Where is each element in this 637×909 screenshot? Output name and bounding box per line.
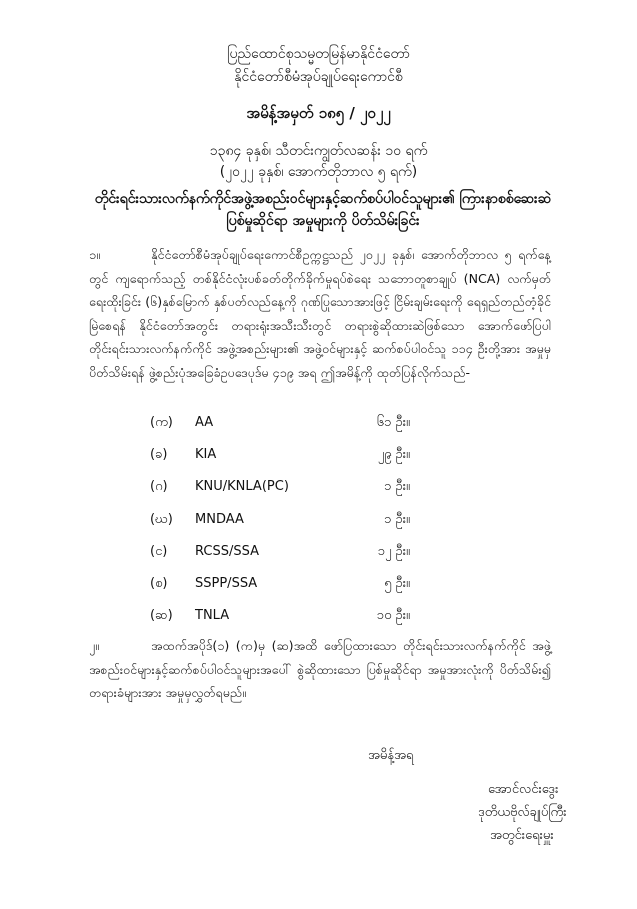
council-name: နိုင်ငံတော်စီမံအုပ်ချုပ်ရေးကောင်စီ [234, 69, 403, 85]
list-item-group: RCSS/SSA [195, 543, 259, 559]
list-item-label: (င) [150, 543, 168, 559]
list-item-group: TNLA [195, 608, 230, 624]
list-item-group: AA [195, 415, 214, 430]
list-item-count: ၁ ဦး။ [384, 479, 410, 495]
signatory-rank: ဒုတိယဗိုလ်ချုပ်ကြီး [478, 805, 567, 820]
list-item-label: (စ) [150, 575, 168, 591]
list-item [150, 574, 410, 606]
list-item-label: (ဂ) [150, 479, 168, 495]
list-item-group: KIA [195, 447, 217, 463]
list-item-count: ၅ ဦး။ [384, 575, 410, 591]
list-item-label: (က) [150, 415, 173, 430]
myanmar-date: ၁၃၈၄ ခုနှစ်၊ သီတင်းကျွတ်လဆန်း ၁၀ ရက် [209, 143, 428, 159]
list-item-count: ၁၀ ဦး။ [376, 608, 410, 624]
list-item-count: ၁၂ ဦး။ [377, 543, 410, 559]
signatory-name: အောင်လင်းဒွေး [488, 782, 559, 797]
list-item-group: SSPP/SSA [195, 575, 258, 591]
armed-groups-list [150, 413, 410, 638]
list-item-label: (ခ) [150, 447, 168, 463]
paragraph-1-number: ၁။ [89, 247, 100, 262]
paragraph-1 [89, 243, 551, 384]
list-item [150, 542, 410, 574]
list-item-count: ၆၁ ဦး။ [376, 415, 410, 430]
list-item-count: ၂၉ ဦး။ [377, 447, 410, 463]
paragraph-2 [89, 634, 551, 705]
list-item-group: KNU/KNLA(PC) [195, 479, 289, 495]
order-number: အမိန့်အမှတ် ၁၈၅ / ၂၀၂၂ [246, 104, 391, 122]
subject-heading: တိုင်းရင်းသားလက်နက်ကိုင်အဖွဲ့အစည်းဝင်များနှင့်ဆက်စပ်ပါဝင်သူများ၏ ကြားနာစစ်ဆေးဆဲ ပြစ်မှုဆိုင်ရာ အမှုများကို ပိတ်သိမ်းခြင်း [94, 191, 552, 229]
list-item-count: ၁ ဦး။ [384, 511, 410, 527]
list-item-group: MNDAA [195, 511, 244, 527]
list-item-label: (ဆ) [150, 608, 173, 624]
list-item-label: (ဃ) [150, 511, 173, 527]
paragraph-2-text: အထက်အပိုဒ်(၁) (က)မှ (ဆ)အထိ ဖော်ပြထားသော တိုင်းရင်းသားလက်နက်ကိုင် အဖွဲ့အစည်းဝင်များနှင့်ဆက်စပ်ပါဝင်သူများအပေါ် စွဲဆိုထားသော ပြစ်မှုဆိုင်ရာ အမှုအားလုံးကို ပိတ်သိမ်း၍ တရားခံများအား အမှုမှလွှတ်ရမည်။ [89, 638, 551, 700]
country-name: ပြည်ထောင်စုသမ္မတမြန်မာနိုင်ငံတော် [227, 46, 410, 62]
gregorian-date: (၂၀၂၂ ခုနှစ်၊ အောက်တိုဘာလ ၅ ရက်) [219, 164, 418, 180]
list-item [150, 510, 410, 542]
paragraph-2-number: ၂။ [89, 638, 99, 653]
list-item [150, 445, 410, 477]
list-item [150, 413, 410, 445]
signatory-office: အတွင်းရေးမှူး [490, 828, 554, 843]
list-item [150, 477, 410, 509]
by-order-line: အမိန့်အရ [368, 748, 414, 763]
paragraph-1-text: နိုင်ငံတော်စီမံအုပ်ချုပ်ရေးကောင်စီဥက္ကဋ္ဌသည် ၂၀၂၂ ခုနှစ်၊ အောက်တိုဘာလ ၅ ရက်နေ့တွင် ကျရောက်သည့် တစ်နိုင်ငံလုံးပစ်ခတ်တိုက်ခိုက်မှုရပ်စဲရေး သဘောတူစာချုပ် (NCA) လက်မှတ်ရေးထိုးခြင်း (၆)နှစ်မြောက် နှစ်ပတ်လည်နေ့ကို ဂုဏ်ပြုသောအားဖြင့် ငြိမ်းချမ်းရေးကို ရေရှည်တည်တံ့ခိုင်မြဲစေရန် နိုင်ငံတော်အတွင်း တရားရုံးအသီးသီးတွင် တရားစွဲဆိုထားဆဲဖြစ်သော အောက်ဖော်ပြပါ တိုင်းရင်းသားလက်နက်ကိုင် အဖွဲ့အစည်းများ၏ အဖွဲ့ဝင်များနှင့် ဆက်စပ်ပါဝင်သူ ၁၁၄ ဦးတို့အား အမှုမှပိတ်သိမ်းရန် ဖွဲ့စည်းပုံအခြေခံဥပဒေပုဒ်မ ၄၁၉ အရ ဤအမိန့်ကို ထုတ်ပြန်လိုက်သည်- [89, 247, 551, 380]
